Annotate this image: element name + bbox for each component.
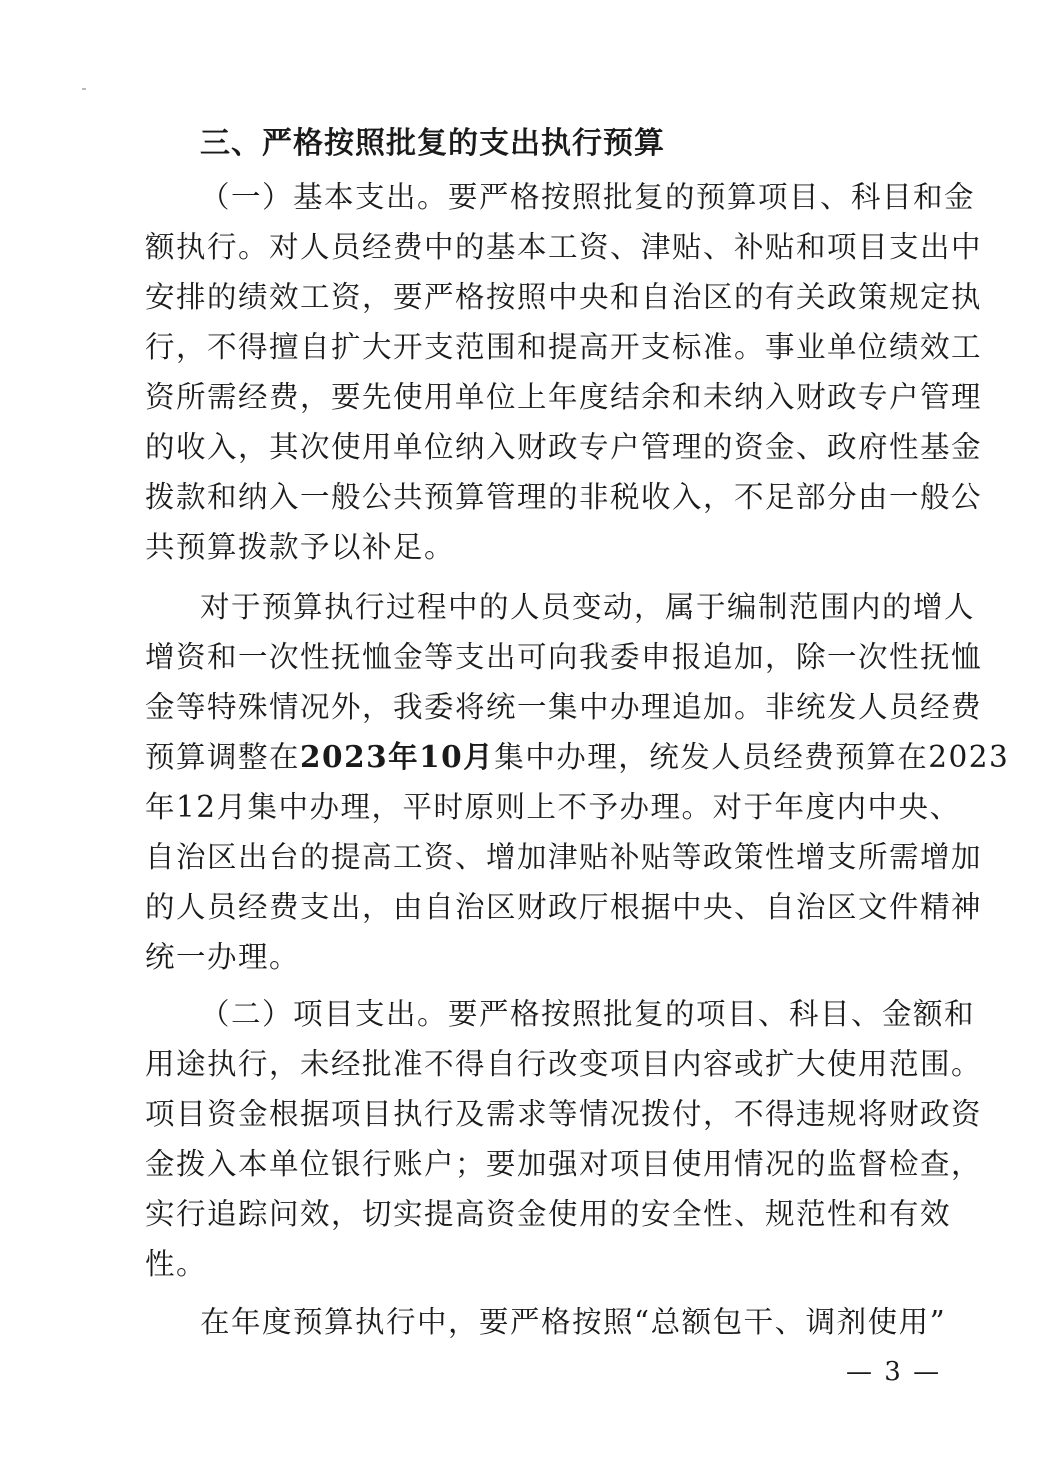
paragraph-line: 共预算拨款予以补足。 <box>145 530 456 564</box>
paragraph-line: 拨款和纳入一般公共预算管理的非税收入，不足部分由一般公 <box>145 480 983 514</box>
paragraph-line: 安排的绩效工资，要严格按照中央和自治区的有关政策规定执 <box>145 280 983 314</box>
paragraph-line: 在年度预算执行中，要严格按照“总额包干、调剂使用” <box>200 1305 947 1339</box>
paragraph-line: 的人员经费支出，由自治区财政厅根据中央、自治区文件精神 <box>145 890 983 924</box>
paragraph-line: 用途执行，未经批准不得自行改变项目内容或扩大使用范围。 <box>145 1047 983 1081</box>
paragraph-line <box>145 733 1009 781</box>
scan-speck <box>82 88 86 90</box>
paragraph-line: （二）项目支出。要严格按照批复的项目、科目、金额和 <box>200 997 976 1031</box>
paragraph-line: 金等特殊情况外，我委将统一集中办理追加。非统发人员经费 <box>145 690 983 724</box>
paragraph-line: 实行追踪问效，切实提高资金使用的安全性、规范性和有效 <box>145 1197 952 1231</box>
paragraph-line: 年12月集中办理，平时原则上不予办理。对于年度内中央、 <box>145 790 961 824</box>
page-number: — 3 — <box>846 1357 942 1387</box>
paragraph-line: 金拨入本单位银行账户；要加强对项目使用情况的监督检查， <box>145 1147 983 1181</box>
paragraph-line: 统一办理。 <box>145 940 301 974</box>
paragraph-line: 对于预算执行过程中的人员变动，属于编制范围内的增人 <box>200 590 976 624</box>
paragraph-line: 的收入，其次使用单位纳入财政专户管理的资金、政府性基金 <box>145 430 983 464</box>
paragraph-line: 行，不得擅自扩大开支范围和提高开支标准。事业单位绩效工 <box>145 330 983 364</box>
section-heading: 三、严格按照批复的支出执行预算 <box>200 126 665 161</box>
paragraph-line: 自治区出台的提高工资、增加津贴补贴等政策性增支所需增加 <box>145 840 983 874</box>
bold-date: 2023年10月 <box>300 739 495 774</box>
paragraph-line: 资所需经费，要先使用单位上年度结余和未纳入财政专户管理 <box>145 380 983 414</box>
paragraph-line: 项目资金根据项目执行及需求等情况拨付，不得违规将财政资 <box>145 1097 983 1131</box>
paragraph-line: 增资和一次性抚恤金等支出可向我委申报追加，除一次性抚恤 <box>145 640 983 674</box>
paragraph-line: 额执行。对人员经费中的基本工资、津贴、补贴和项目支出中 <box>145 230 983 264</box>
line-text: 预算调整在 <box>145 740 301 774</box>
line-text: 集中办理，统发人员经费预算在2023 <box>494 740 1010 774</box>
paragraph-line: （一）基本支出。要严格按照批复的预算项目、科目和金 <box>200 180 976 214</box>
paragraph-line: 性。 <box>145 1247 208 1281</box>
